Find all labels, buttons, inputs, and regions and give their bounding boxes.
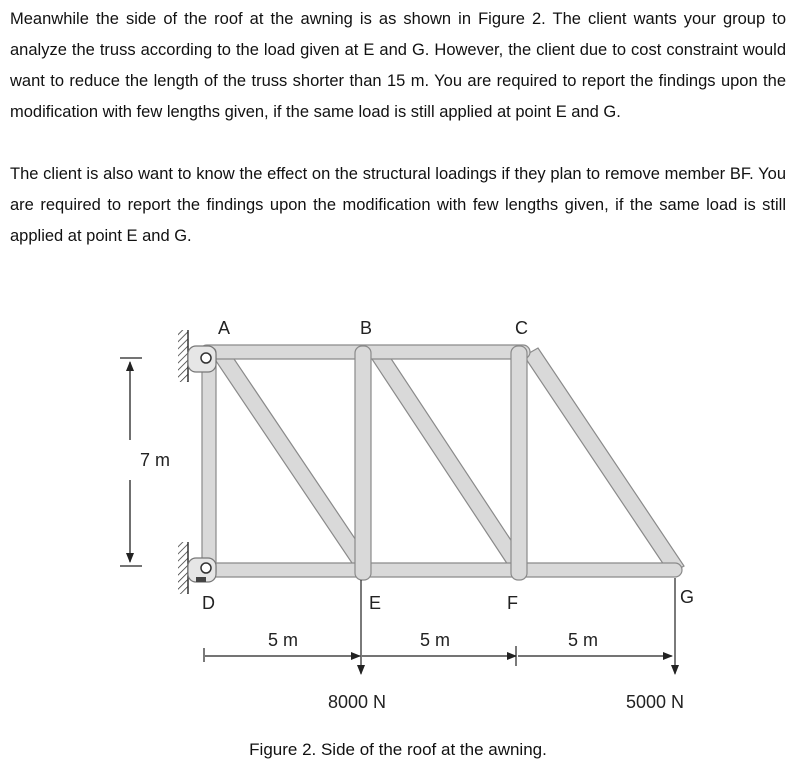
pin-d xyxy=(188,558,216,582)
pin-a xyxy=(188,346,216,372)
wall-support-top xyxy=(178,330,188,382)
member-bf xyxy=(370,348,524,568)
node-label-e: E xyxy=(369,593,382,613)
node-label-c: C xyxy=(515,318,528,338)
member-cg xyxy=(524,348,684,574)
member-ae xyxy=(214,350,368,566)
node-label-g: G xyxy=(680,587,695,607)
node-label-a: A xyxy=(218,318,231,338)
span-label-2: 5 m xyxy=(420,630,451,650)
node-label-f: F xyxy=(507,593,518,613)
load-label-e: 8000 N xyxy=(328,692,387,712)
paragraph-2: The client is also want to know the effect on the structural loadings if they plan to remove member BF. You are required to report the findings upon the modification with few lengths given, if the same load is still applied at point E and G. xyxy=(10,165,786,245)
load-label-g: 5000 N xyxy=(626,692,685,712)
node-label-d: D xyxy=(202,593,215,613)
wall-support-bottom xyxy=(178,542,188,594)
height-label: 7 m xyxy=(140,450,171,470)
paragraph-1: Meanwhile the side of the roof at the awning is as shown in Figure 2. The client wants your group to analyze the truss according to the load given at E and G. However, the client due to cost constraint would want to reduce the length of the truss shorter than 15 m. You are required to report the findings upon the modification with few lengths given, if the same load is still applied at point E and G. xyxy=(10,10,786,121)
span-label-1: 5 m xyxy=(268,630,299,650)
node-label-b: B xyxy=(360,318,373,338)
truss-figure xyxy=(0,300,796,740)
member-be xyxy=(355,346,371,580)
height-dimension xyxy=(120,358,142,566)
member-cf xyxy=(511,346,527,580)
figure-caption: Figure 2. Side of the roof at the awning. xyxy=(249,740,547,759)
member-dg xyxy=(200,563,682,577)
member-ad xyxy=(202,348,216,576)
span-label-3: 5 m xyxy=(568,630,599,650)
